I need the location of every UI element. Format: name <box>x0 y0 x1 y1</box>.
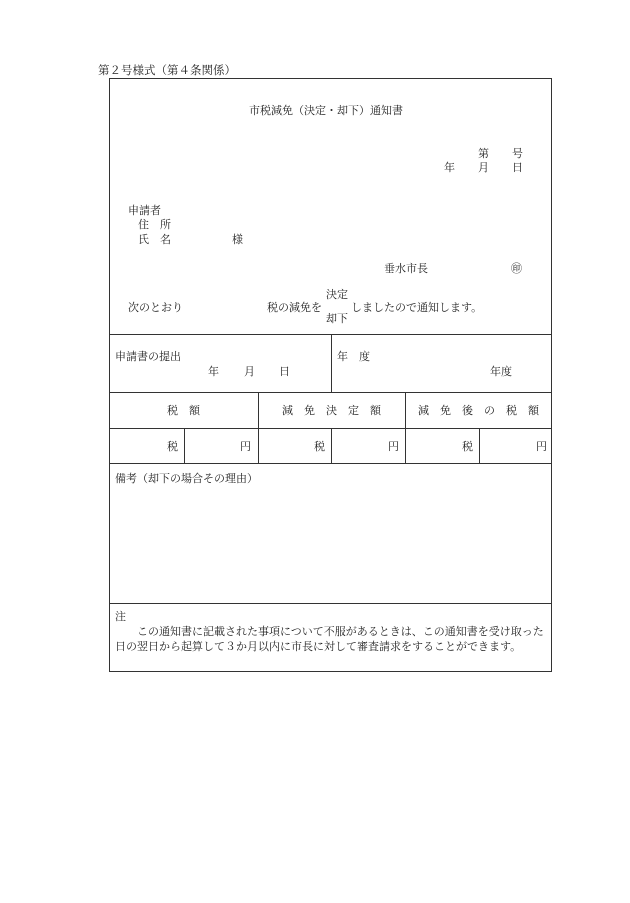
application-month: 月 <box>244 365 255 378</box>
notice-suffix: しましたので通知します。 <box>351 301 483 314</box>
divider-4 <box>109 603 552 604</box>
notice-prefix: 次のとおり <box>128 301 183 314</box>
number-suffix: 号 <box>512 147 523 160</box>
seal-mark: ㊞ <box>511 262 522 275</box>
issue-date-day: 日 <box>512 161 523 174</box>
remarks-label: 備考（却下の場合その理由） <box>115 472 258 485</box>
note-text: この通知書に記載された事項について不服があるときは、この通知書を受け取った日の翌日から起算して３か月以内に市長に対して審査請求をすることができます。 <box>115 625 544 653</box>
tax-unit-1: 税 <box>167 440 178 453</box>
form-number-label: 第２号様式（第４条関係） <box>98 63 236 77</box>
note-label: 注 <box>115 610 126 623</box>
application-label: 申請書の提出 <box>115 350 181 363</box>
divider-3 <box>109 463 552 464</box>
yen-unit-2: 円 <box>388 440 399 453</box>
application-divider <box>331 334 332 392</box>
number-prefix: 第 <box>478 147 489 160</box>
option-approve: 決定 <box>326 288 348 301</box>
name-label: 氏 名 <box>138 233 171 246</box>
issuer-title: 垂水市長 <box>384 262 428 275</box>
divider-2 <box>109 392 552 393</box>
header-after-reduction: 減 免 後 の 税 額 <box>418 404 539 417</box>
notice-middle: 税の減免を <box>267 301 322 314</box>
address-label: 住 所 <box>138 218 171 231</box>
header-reduction-amount: 減 免 決 定 額 <box>282 404 381 417</box>
tax-unit-3: 税 <box>462 440 473 453</box>
table-row-divider <box>109 428 552 429</box>
fiscal-year-suffix: 年度 <box>490 365 512 378</box>
document-title: 市税減免（決定・却下）通知書 <box>249 104 403 117</box>
table-subcol-divider-1 <box>184 428 185 463</box>
tax-unit-2: 税 <box>314 440 325 453</box>
table-subcol-divider-3 <box>479 428 480 463</box>
yen-unit-3: 円 <box>536 440 547 453</box>
honorific-label: 様 <box>232 233 243 246</box>
option-reject: 却下 <box>326 312 348 325</box>
application-day: 日 <box>279 365 290 378</box>
applicant-heading: 申請者 <box>128 204 161 217</box>
issue-date-year: 年 <box>444 161 455 174</box>
issue-date-month: 月 <box>478 161 489 174</box>
header-tax-amount: 税 額 <box>167 404 200 417</box>
table-subcol-divider-2 <box>331 428 332 463</box>
fiscal-year-label: 年 度 <box>337 350 370 363</box>
yen-unit-1: 円 <box>240 440 251 453</box>
application-year: 年 <box>208 365 219 378</box>
